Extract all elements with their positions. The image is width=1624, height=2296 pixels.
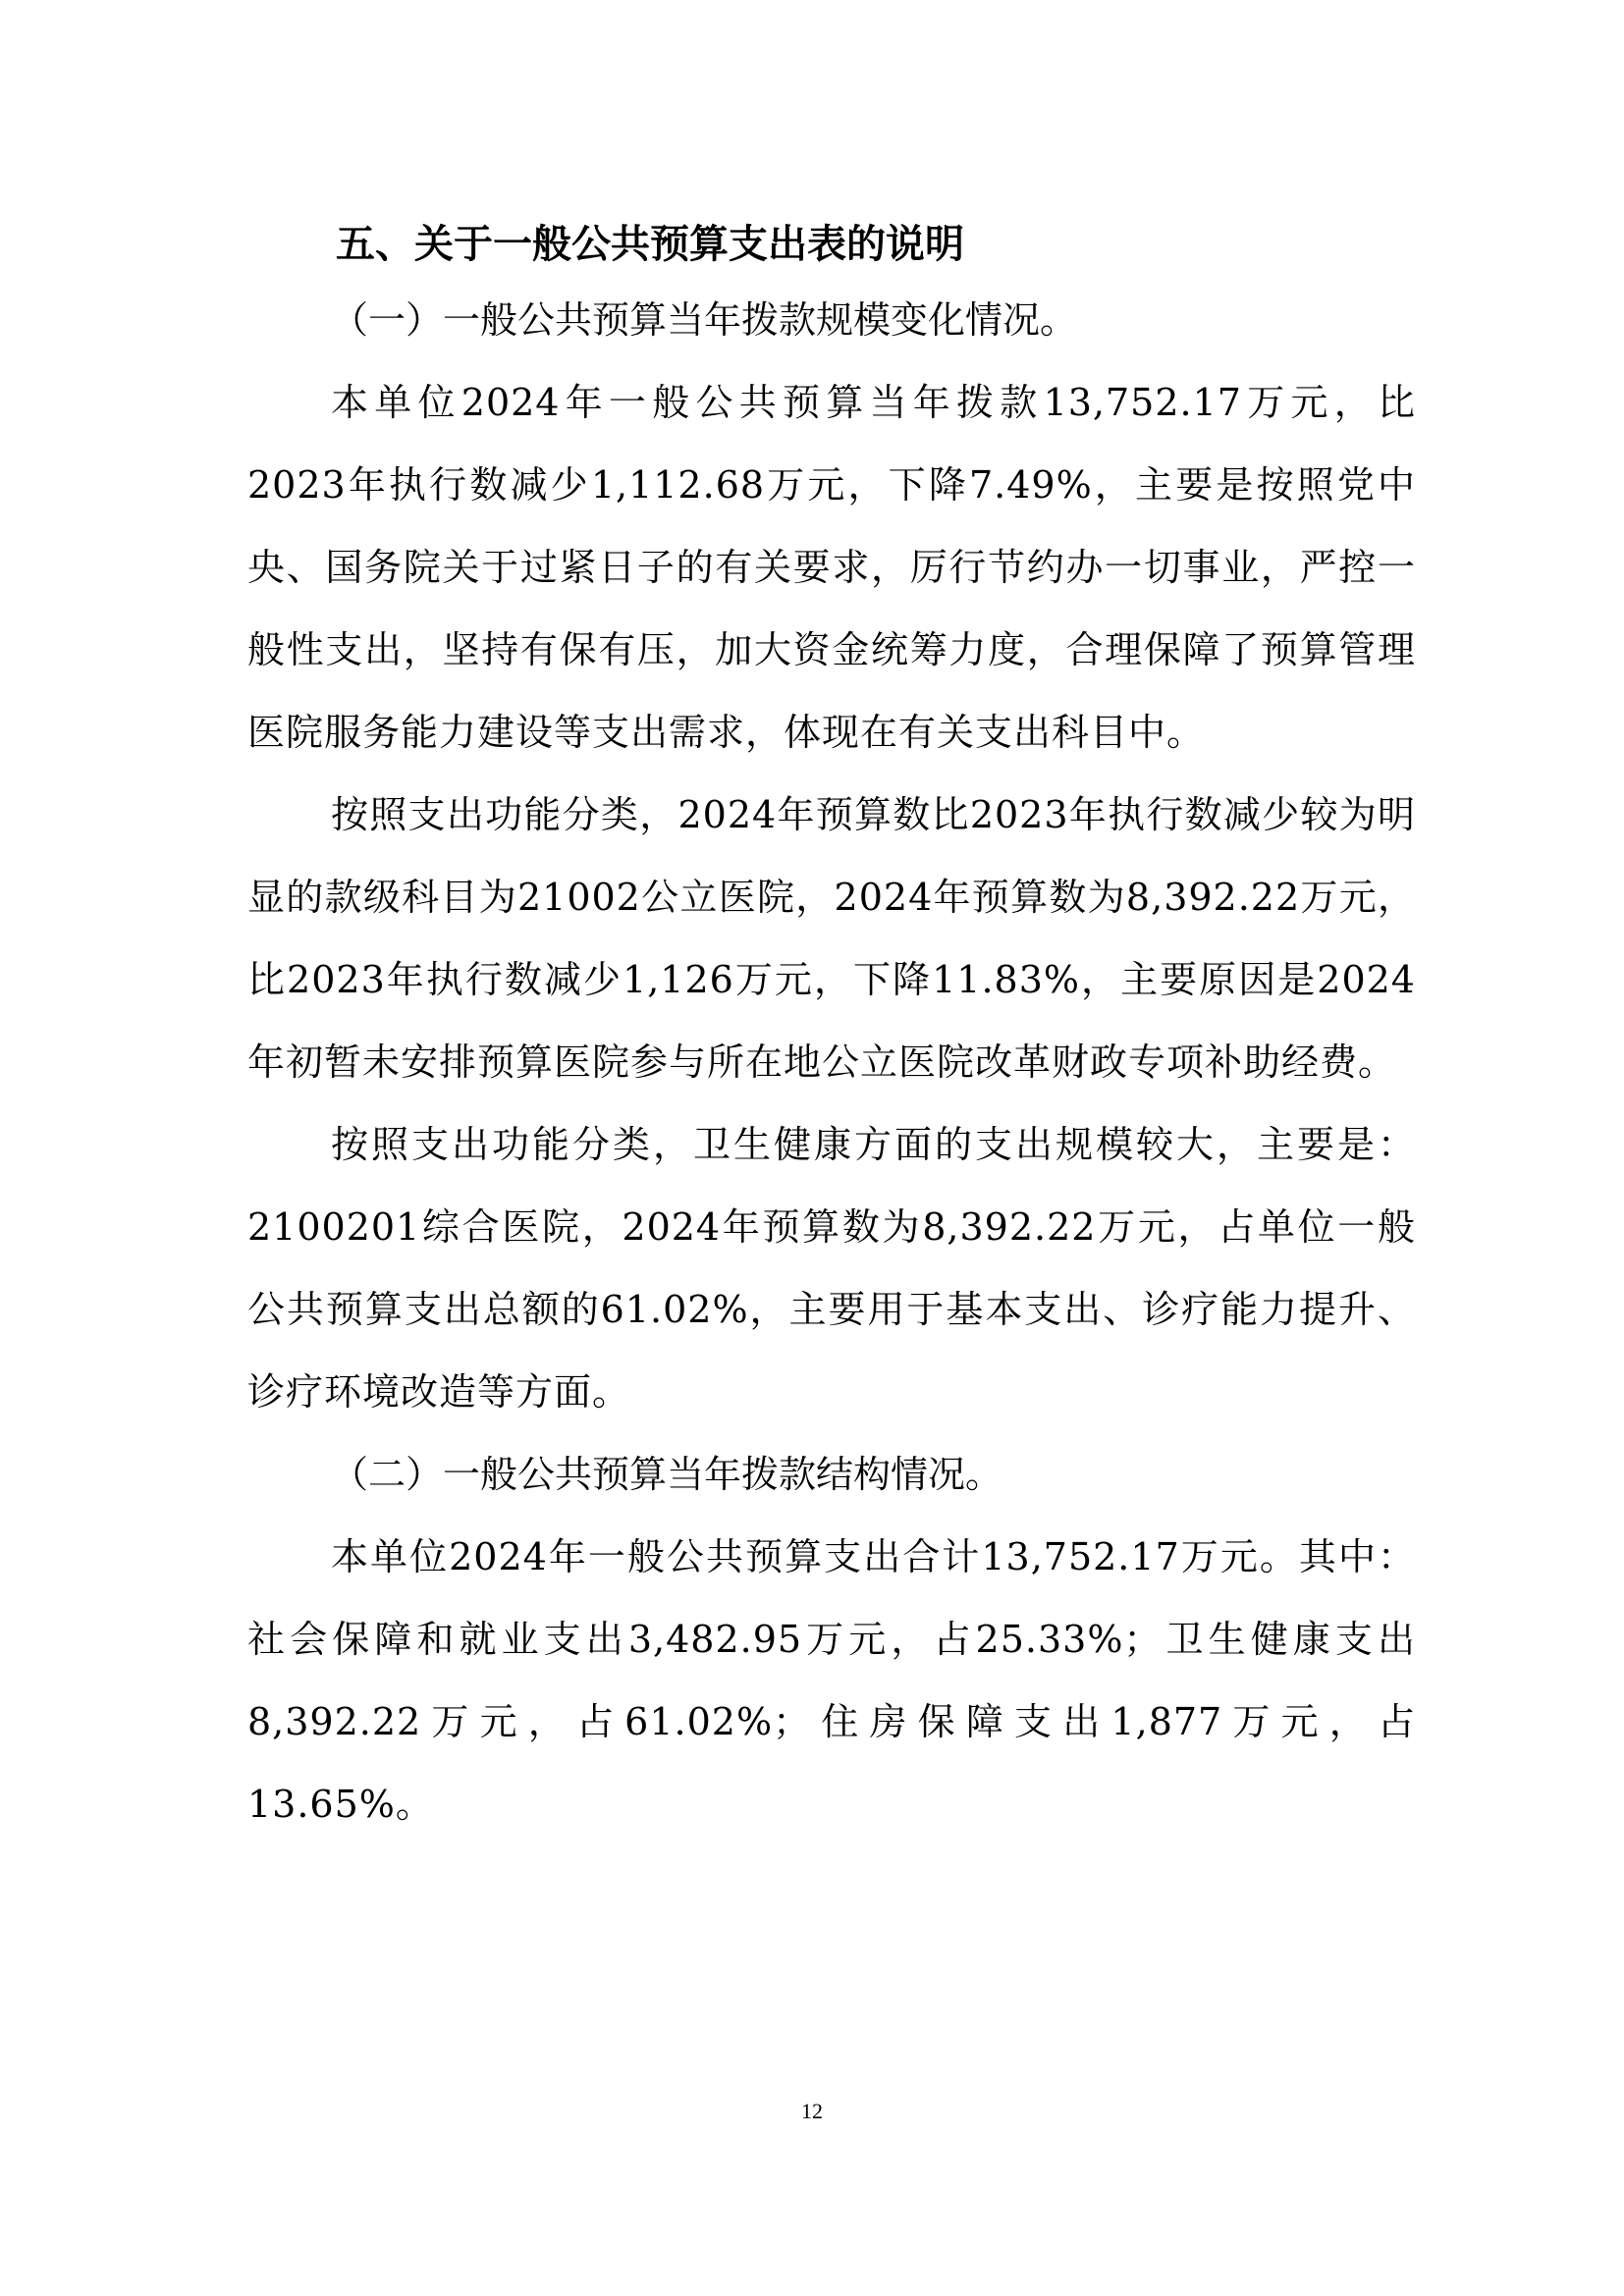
paragraph-functional-decrease: 按照支出功能分类，2024年预算数比2023年执行数减少较为明显的款级科目为21002公立医院，2024年预算数为8,392.22万元，比2023年执行数减少1,126万元，下降11.83%，主要原因是2024年初暂未安排预算医院参与所在地公立医院改革财政专项补助经费。: [247, 793, 1416, 1084]
section-title: 五、关于一般公共预算支出表的说明: [336, 222, 964, 267]
page-number: 12: [801, 2099, 823, 2123]
paragraph-appropriation-change: 本单位2024年一般公共预算当年拨款13,752.17万元，比2023年执行数减少1,112.68万元，下降7.49%，主要是按照党中央、国务院关于过紧日子的有关要求，厉行节约办一切事业，严控一般性支出，坚持有保有压，加大资金统筹力度，合理保障了预算管理医院服务能力建设等支出需求，体现在有关支出科目中。: [247, 381, 1416, 754]
paragraph-health-expenditure: 按照支出功能分类，卫生健康方面的支出规模较大，主要是：2100201综合医院，2024年预算数为8,392.22万元，占单位一般公共预算支出总额的61.02%，主要用于基本支出、诊疗能力提升、诊疗环境改造等方面。: [247, 1123, 1416, 1414]
document-body: [247, 210, 1416, 1845]
subsection-title-structure: （二）一般公共预算当年拨款结构情况。: [331, 1453, 1003, 1496]
subsection-title-scale-change: （一）一般公共预算当年拨款规模变化情况。: [331, 298, 1078, 342]
paragraph-expenditure-structure: 本单位2024年一般公共预算支出合计13,752.17万元。其中：社会保障和就业支出3,482.95万元，占25.33%；卫生健康支出8,392.22万元，占61.02%；住房保障支出1,877万元，占13.65%。: [247, 1535, 1416, 1826]
